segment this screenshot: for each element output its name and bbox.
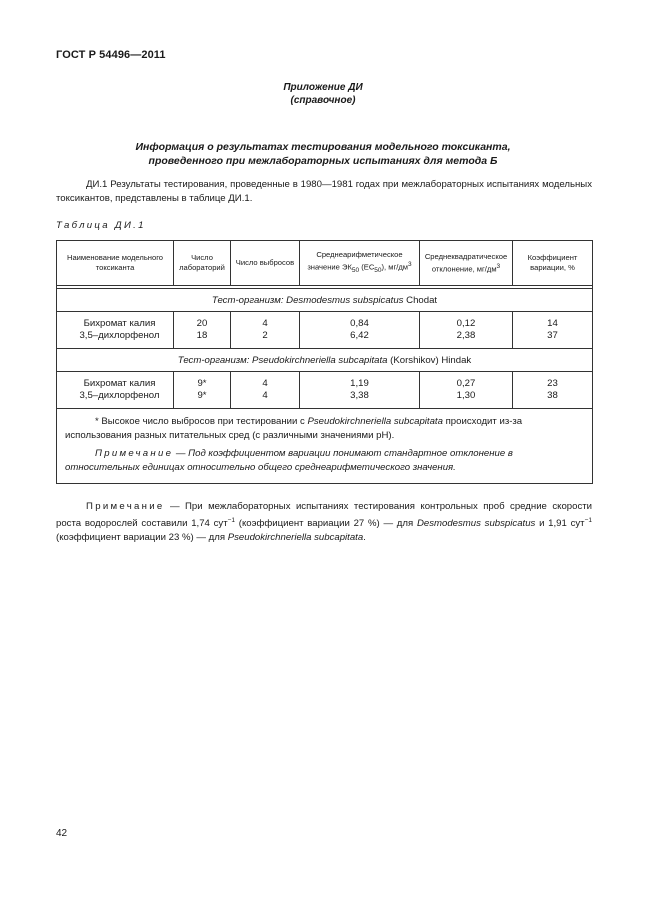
cell-mean: 0,84 xyxy=(300,312,420,331)
header-mean-post: ), мг/дм xyxy=(381,262,409,272)
bottom-note-t1: — При межлабораторных испытаниях тестирования контрольных проб средние скорости роста водорослей составили 1,74 сут xyxy=(56,501,592,530)
cell-sd: 0,27 xyxy=(420,372,513,391)
table-row xyxy=(57,330,593,349)
table-footer xyxy=(57,409,593,484)
section-title-line2: проведенного при межлабораторных испытаниях для метода Б xyxy=(148,155,498,167)
bottom-note-sup2: −1 xyxy=(584,517,592,524)
page-number: 42 xyxy=(56,828,68,839)
section-title-line1: Информация о результатах тестирования модельного токсиканта, xyxy=(135,141,511,153)
intro-paragraph: ДИ.1 Результаты тестирования, проведенные в 1980—1981 годах при межлабораторных испытаниях модельных токсикантов, представлены в таблице ДИ.1. xyxy=(56,179,592,204)
bottom-note-label: Примечание xyxy=(86,501,165,512)
bottom-note-t4: (коэффициент вариации 23 %) — для xyxy=(56,532,228,544)
header-labs: Число лабораторий xyxy=(174,241,231,286)
cell-sd: 2,38 xyxy=(420,330,513,349)
cell-name: 3,5–дихлорфенол xyxy=(57,330,174,349)
footnote-text-post: происходит из-за использования разных питательных сред (с различными значениями pH). xyxy=(65,416,523,441)
cell-cv: 37 xyxy=(513,330,593,349)
table-row xyxy=(57,390,593,409)
header-outliers: Число выбросов xyxy=(231,241,300,286)
header-sd xyxy=(420,241,513,286)
table-note xyxy=(65,447,584,475)
cell-outliers: 4 xyxy=(231,390,300,409)
header-mean-text: Среднеарифметическое значение ЭК xyxy=(307,249,403,272)
cell-cv: 38 xyxy=(513,390,593,409)
bottom-note-t5: . xyxy=(363,532,366,544)
header-mean-sub1: 50 xyxy=(351,267,360,275)
cell-outliers: 4 xyxy=(231,372,300,391)
header-name: Наименование модельного токсиканта xyxy=(57,241,174,286)
header-sd-sup: 3 xyxy=(496,262,501,270)
organism-name-author: Chodat xyxy=(403,294,438,306)
cell-labs: 9* xyxy=(174,390,231,409)
cell-labs: 9* xyxy=(174,372,231,391)
table-footer-row xyxy=(57,409,593,484)
cell-mean: 1,19 xyxy=(300,372,420,391)
cell-name: Бихромат калия xyxy=(57,372,174,391)
table-note-text: — Под коэффициентом вариации понимают стандартное отклонение в относительных единицах относительно общего среднеарифметического значения. xyxy=(65,448,513,473)
organism-row xyxy=(57,289,593,312)
bottom-note-sup1: −1 xyxy=(227,517,236,524)
table-row xyxy=(57,372,593,391)
table-caption: Таблица ДИ.1 xyxy=(56,220,146,231)
footnote-species: Pseudokirchneriella subcapitata xyxy=(307,416,443,427)
cell-outliers: 2 xyxy=(231,330,300,349)
cell-sd: 1,30 xyxy=(420,390,513,409)
bottom-note-species2: Pseudokirchneriella subcapitata xyxy=(227,532,364,544)
cell-mean: 6,42 xyxy=(300,330,420,349)
header-mean-mid: (ЕС xyxy=(359,262,375,272)
organism-row xyxy=(57,349,593,372)
footnote-text-pre: * Высокое число выбросов при тестировании с xyxy=(95,416,308,427)
bottom-note-t2: (коэффициент вариации 27 %) — для xyxy=(235,518,417,530)
cell-labs: 18 xyxy=(174,330,231,349)
annex-title: Приложение ДИ xyxy=(283,82,363,93)
bottom-note-t3: и 1,91 сут xyxy=(535,518,585,530)
cell-cv: 14 xyxy=(513,312,593,331)
document-code: ГОСТ Р 54496—2011 xyxy=(56,49,166,61)
organism-name-author: (Korshikov) Hindak xyxy=(387,354,472,366)
cell-outliers: 4 xyxy=(231,312,300,331)
organism-name-italic: Тест-организм: Desmodesmus subspicatus xyxy=(211,294,404,306)
cell-name: 3,5–дихлорфенол xyxy=(57,390,174,409)
annex-type: (справочное) xyxy=(290,95,356,106)
cell-name: Бихромат калия xyxy=(57,312,174,331)
organism-cell xyxy=(57,349,593,372)
table-note-label: Примечание xyxy=(95,448,174,459)
table-row xyxy=(57,312,593,331)
cell-cv: 23 xyxy=(513,372,593,391)
cell-labs: 20 xyxy=(174,312,231,331)
results-table xyxy=(56,240,593,484)
organism-cell xyxy=(57,289,593,312)
header-mean-sub2: 50 xyxy=(374,267,382,275)
header-mean-sup: 3 xyxy=(408,260,412,268)
bottom-note xyxy=(56,500,592,545)
organism-name-italic: Тест-организм: Pseudokirchneriella subcapitata xyxy=(177,354,388,366)
table-footnote xyxy=(65,415,584,443)
header-cv: Коэффициент вариации, % xyxy=(513,241,593,286)
cell-mean: 3,38 xyxy=(300,390,420,409)
table-header-row xyxy=(57,241,593,286)
header-mean xyxy=(300,241,420,286)
cell-sd: 0,12 xyxy=(420,312,513,331)
bottom-note-species1: Desmodesmus subspicatus xyxy=(416,518,536,530)
header-sd-text: Среднеквадратическое отклонение, мг/дм xyxy=(424,251,508,274)
